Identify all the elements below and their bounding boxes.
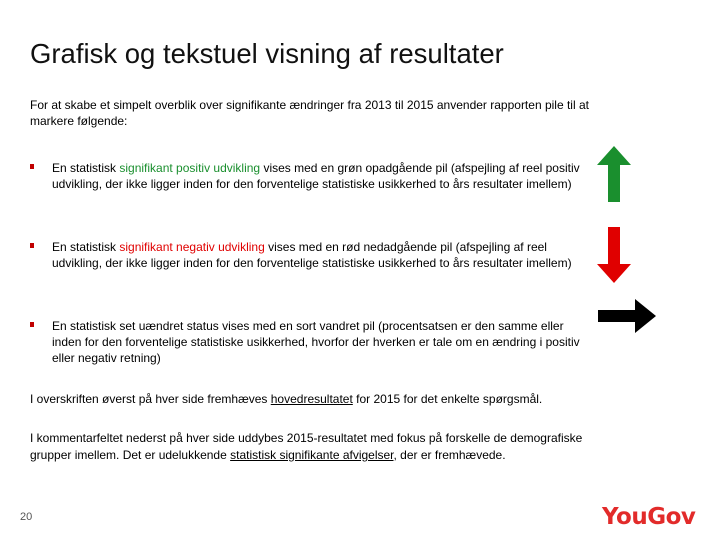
significant-deviations-term: statistisk signifikante afvigelser <box>230 448 394 462</box>
positive-highlight: signifikant positiv udvikling <box>119 161 261 175</box>
yougov-logo: YouGov <box>602 504 696 530</box>
main-result-term: hovedresultatet <box>270 392 353 406</box>
arrow-down-icon <box>596 226 632 284</box>
bullet-marker <box>30 164 34 169</box>
comment-paragraph: I kommentarfeltet nederst på hver side uddybes 2015-resultatet med fokus på forskelle de demografiske grupper imellem. Det er udelukkende statistisk signifikante afvigelser, der er fremhævede. <box>30 431 583 462</box>
bullet-text: En statistisk set uændret status vises med en sort vandret pil (procentsatsen er den samme eller inden for den forventelige statistiske usikkerhed, hvorfor der hverken er tale om en ændring i positiv eller negativ retning) <box>52 319 580 365</box>
bullet-marker <box>30 322 34 327</box>
headline-paragraph: I overskriften øverst på hver side fremhæves hovedresultatet for 2015 for det enkelte spørgsmål. <box>30 392 543 406</box>
arrow-up-icon <box>596 145 632 203</box>
negative-highlight: signifikant negativ udvikling <box>119 240 265 254</box>
slide-title: Grafisk og tekstuel visning af resultater <box>30 38 504 69</box>
page-number: 20 <box>20 511 33 523</box>
bullet-text: En statistisk signifikant negativ udvikling vises med en rød nedadgående pil (afspejling af reel udvikling, der ikke ligger inden for den forventelige statistiske usikkerhed to års resultater imellem) <box>52 240 572 270</box>
bullet-marker <box>30 243 34 248</box>
bullet-text: En statistisk signifikant positiv udvikling vises med en grøn opadgående pil (afspejling af reel positiv udvikling, der ikke ligger inden for den forventelige statistiske usikkerhed to års resultater imellem) <box>52 161 580 191</box>
arrow-right-icon <box>597 298 657 334</box>
intro-text: For at skabe et simpelt overblik over signifikante ændringer fra 2013 til 2015 anvender rapporten pile til at markere følgende: <box>30 98 589 128</box>
